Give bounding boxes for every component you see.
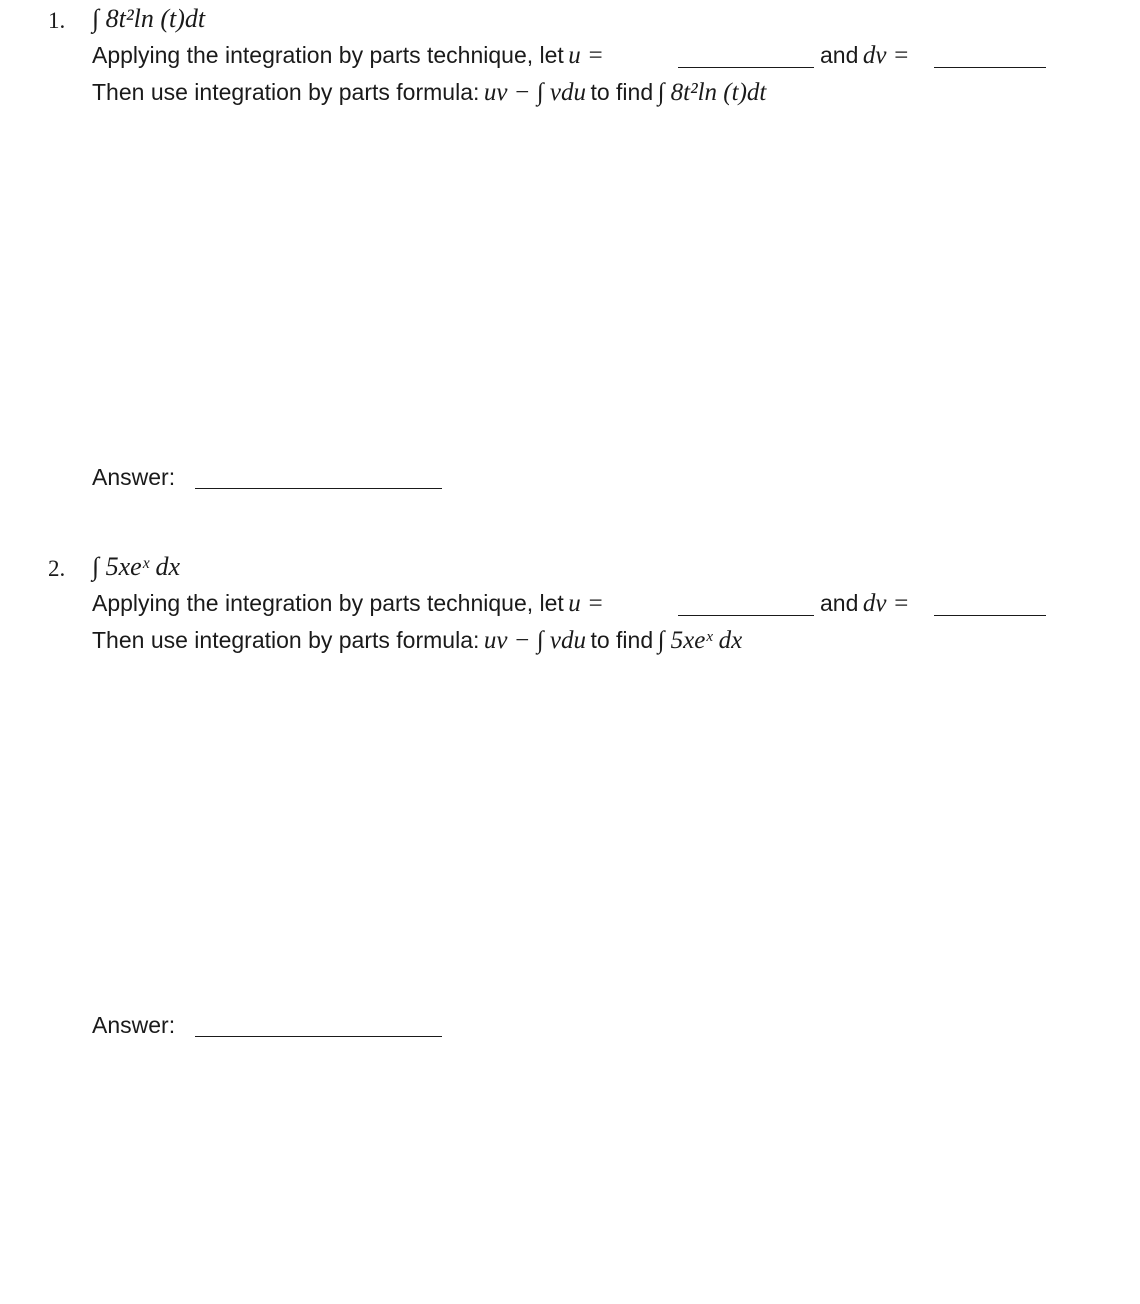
parts-formula: uv − ∫ vdu [483, 79, 586, 106]
instruction-formula [92, 627, 742, 655]
then-text: Then use integration by parts formula: [92, 79, 480, 105]
find-integral: ∫ 5xeˣ dx [657, 627, 743, 654]
problem-integral: ∫ 8t²ln (t)dt [92, 4, 206, 33]
problem-number: 2. [48, 556, 66, 581]
and-text: and [820, 590, 859, 616]
answer-blank[interactable] [195, 488, 442, 489]
dv-answer-blank[interactable] [934, 67, 1046, 68]
u-label: u = [568, 42, 604, 69]
apply-text: Applying the integration by parts technique, let [92, 42, 564, 68]
to-find-text: to find [590, 627, 654, 653]
problem-integral: ∫ 5xeˣ dx [92, 552, 181, 581]
and-dv-label [820, 42, 910, 70]
u-answer-blank[interactable] [678, 615, 814, 616]
dv-answer-blank[interactable] [934, 615, 1046, 616]
problem-number: 1. [48, 8, 66, 33]
answer-label: Answer: [92, 1012, 176, 1038]
and-text: and [820, 42, 859, 68]
then-text: Then use integration by parts formula: [92, 627, 480, 653]
dv-label: dv = [862, 590, 910, 617]
parts-formula: uv − ∫ vdu [483, 627, 586, 654]
dv-label: dv = [862, 42, 910, 69]
instruction-apply [92, 42, 604, 70]
answer-label: Answer: [92, 464, 176, 490]
u-label: u = [568, 590, 604, 617]
instruction-formula [92, 79, 766, 107]
find-integral: ∫ 8t²ln (t)dt [657, 79, 767, 106]
and-dv-label [820, 590, 910, 618]
apply-text: Applying the integration by parts technique, let [92, 590, 564, 616]
to-find-text: to find [590, 79, 654, 105]
u-answer-blank[interactable] [678, 67, 814, 68]
instruction-apply [92, 590, 604, 618]
answer-blank[interactable] [195, 1036, 442, 1037]
